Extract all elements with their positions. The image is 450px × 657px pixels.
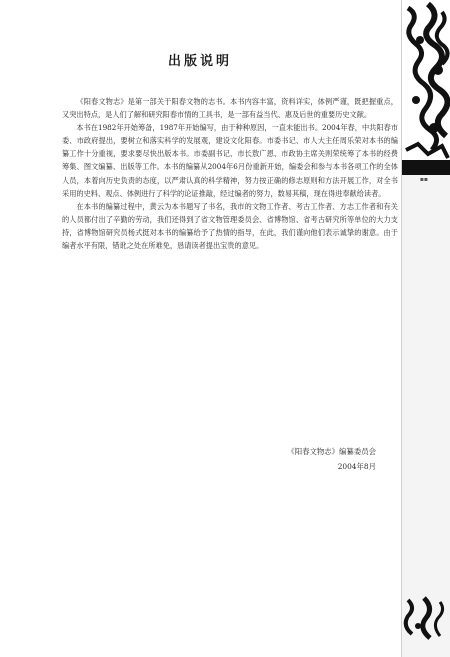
ornament-pattern-bottom (402, 596, 450, 642)
signature-date: 2004年8月 (337, 462, 376, 471)
page-title: 出版说明 (167, 54, 232, 69)
paragraph-acknowledgements: 在本书的编纂过程中，黄云为本书题写了书名，我市的文物工作者、考古工作者、方志工作者和有关的人员都付出了辛勤的劳动，我们还得到了省文物管理委员会、省博物馆、省考古研究所等单位的大力支持，省博物馆研究员杨式挺对本书的编纂给予了热情的指导，在此，我们谨向他们表示诚挚的谢意。由于编者水平有限，错讹之处在所难免，恳请读者提出宝贵的意见。 (62, 201, 398, 251)
edge-mark: ▪▪ (419, 176, 428, 183)
body-text (62, 95, 398, 252)
signature-organization: 《阳春文物志》编纂委员会 (287, 447, 376, 456)
paragraph-intro: 《阳春文物志》是第一部关于阳春文物的志书。本书内容丰富，资料详实，体例严谨，既把握重点，又突出特点，是人们了解和研究阳春市情的工具书，是一部有益当代、惠及后世的重要历史文献。 (62, 97, 398, 120)
paragraph-history: 本书在1982年开始筹备，1987年开始编写，由于种种原因，一直未能出书。2004年春，中共阳春市委、市政府提出，要树立和落实科学的发展观，建设文化阳春。市委书记、市人大主任周乐荣对本书的编纂工作十分重视，要求要尽快出版本书。市委副书记、市长敖广恩、市政协主席关则荣统筹了本书的经费筹集、图文编纂、出版等工作。本书的编纂从2004年6月份重新开始，编委会和参与本书各项工作的全体人员，本着向历史负责的态度，以严肃认真的科学精神，努力按正确的修志原则和方法开展工作，对全书采用的史料、观点、体例进行了科学的论证推敲，经过编者的努力，数易其稿，现在得进奉献给读者。 (62, 123, 398, 198)
ornament-pattern-top (402, 0, 450, 175)
